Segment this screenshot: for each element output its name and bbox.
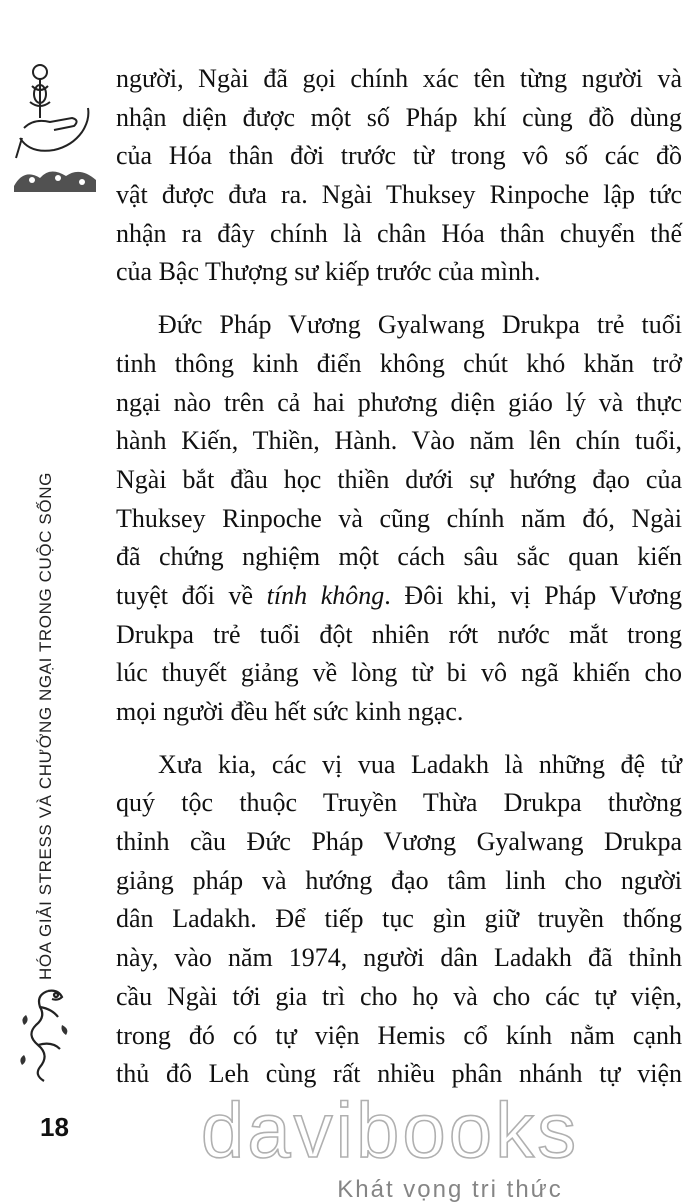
text-line: Drukpa trẻ tuổi đột nhiên rớt nước mắt trong (116, 619, 682, 649)
text-line: Thuksey Rinpoche và cũng chính năm đó, Ngài (116, 503, 682, 533)
paragraph (116, 60, 682, 292)
body-text (116, 60, 682, 1094)
text-line: này, vào năm 1974, người dân Ladakh đã thỉnh (116, 943, 682, 973)
running-head: HÓA GIẢI STRESS VÀ CHƯỚNG NGẠI TRONG CUỘC SỐNG (36, 472, 55, 980)
page-number: 18 (40, 1112, 69, 1142)
text-line: mọi người đều hết sức kinh ngạc. (116, 697, 464, 726)
text-line: nhận diện được một số Pháp khí cùng đồ dùng (116, 102, 682, 132)
watermark-brand: davibooks (200, 1086, 580, 1174)
text-line: hành Kiến, Thiền, Hành. Vào năm lên chín tuổi, (116, 426, 682, 456)
text-segment: . Đôi khi, vị Pháp Vương (384, 580, 682, 610)
text-line: lúc thuyết giảng về lòng từ bi vô ngã khiến cho (116, 658, 682, 688)
text-line: trong đó có tự viện Hemis cổ kính nằm cạnh (116, 1020, 682, 1050)
text-line: nhận ra đây chính là chân Hóa thân chuyển thế (116, 218, 682, 248)
text-line: ngại nào trên cả hai phương diện giáo lý và thực (116, 387, 682, 417)
paragraph (116, 306, 682, 732)
text-line: quý tộc thuộc Truyền Thừa Drukpa thường (116, 788, 682, 818)
text-line: của Hóa thân đời trước từ trong vô số các đồ (116, 141, 682, 171)
text-line: tinh thông kinh điển không chút khó khăn trở (116, 348, 682, 378)
vajra-hand-ornament-icon (10, 58, 100, 198)
italic-term: tính không (266, 580, 385, 610)
watermark (150, 1086, 630, 1204)
text-line: người, Ngài đã gọi chính xác tên từng người và (116, 64, 682, 93)
text-line: cầu Ngài tới gia trì cho họ và cho các tự viện, (116, 981, 682, 1011)
text-line: dân Ladakh. Để tiếp tục gìn giữ truyền thống (116, 904, 682, 934)
text-line: Xưa kia, các vị vua Ladakh là những đệ tử (158, 749, 682, 779)
text-line (116, 577, 682, 616)
text-line: thủ đô Leh cùng rất nhiều phân nhánh tự viện (116, 1059, 682, 1089)
text-line: đã chứng nghiệm một cách sâu sắc quan kiến (116, 542, 682, 572)
dragon-ornament-icon (18, 985, 88, 1085)
paragraph (116, 746, 682, 1094)
text-line: thỉnh cầu Đức Pháp Vương Gyalwang Drukpa (116, 827, 682, 857)
text-line: của Bậc Thượng sư kiếp trước của mình. (116, 257, 541, 287)
text-line: Đức Pháp Vương Gyalwang Drukpa trẻ tuổi (158, 310, 682, 340)
text-line: Ngài bắt đầu học thiền dưới sự hướng đạo của (116, 464, 682, 494)
text-line: giảng pháp và hướng đạo tâm linh cho người (116, 865, 682, 895)
watermark-tagline: Khát vọng tri thức (337, 1176, 563, 1203)
text-line: vật được đưa ra. Ngài Thuksey Rinpoche lập tức (116, 180, 682, 210)
text-segment: tuyệt đối về (116, 580, 254, 610)
